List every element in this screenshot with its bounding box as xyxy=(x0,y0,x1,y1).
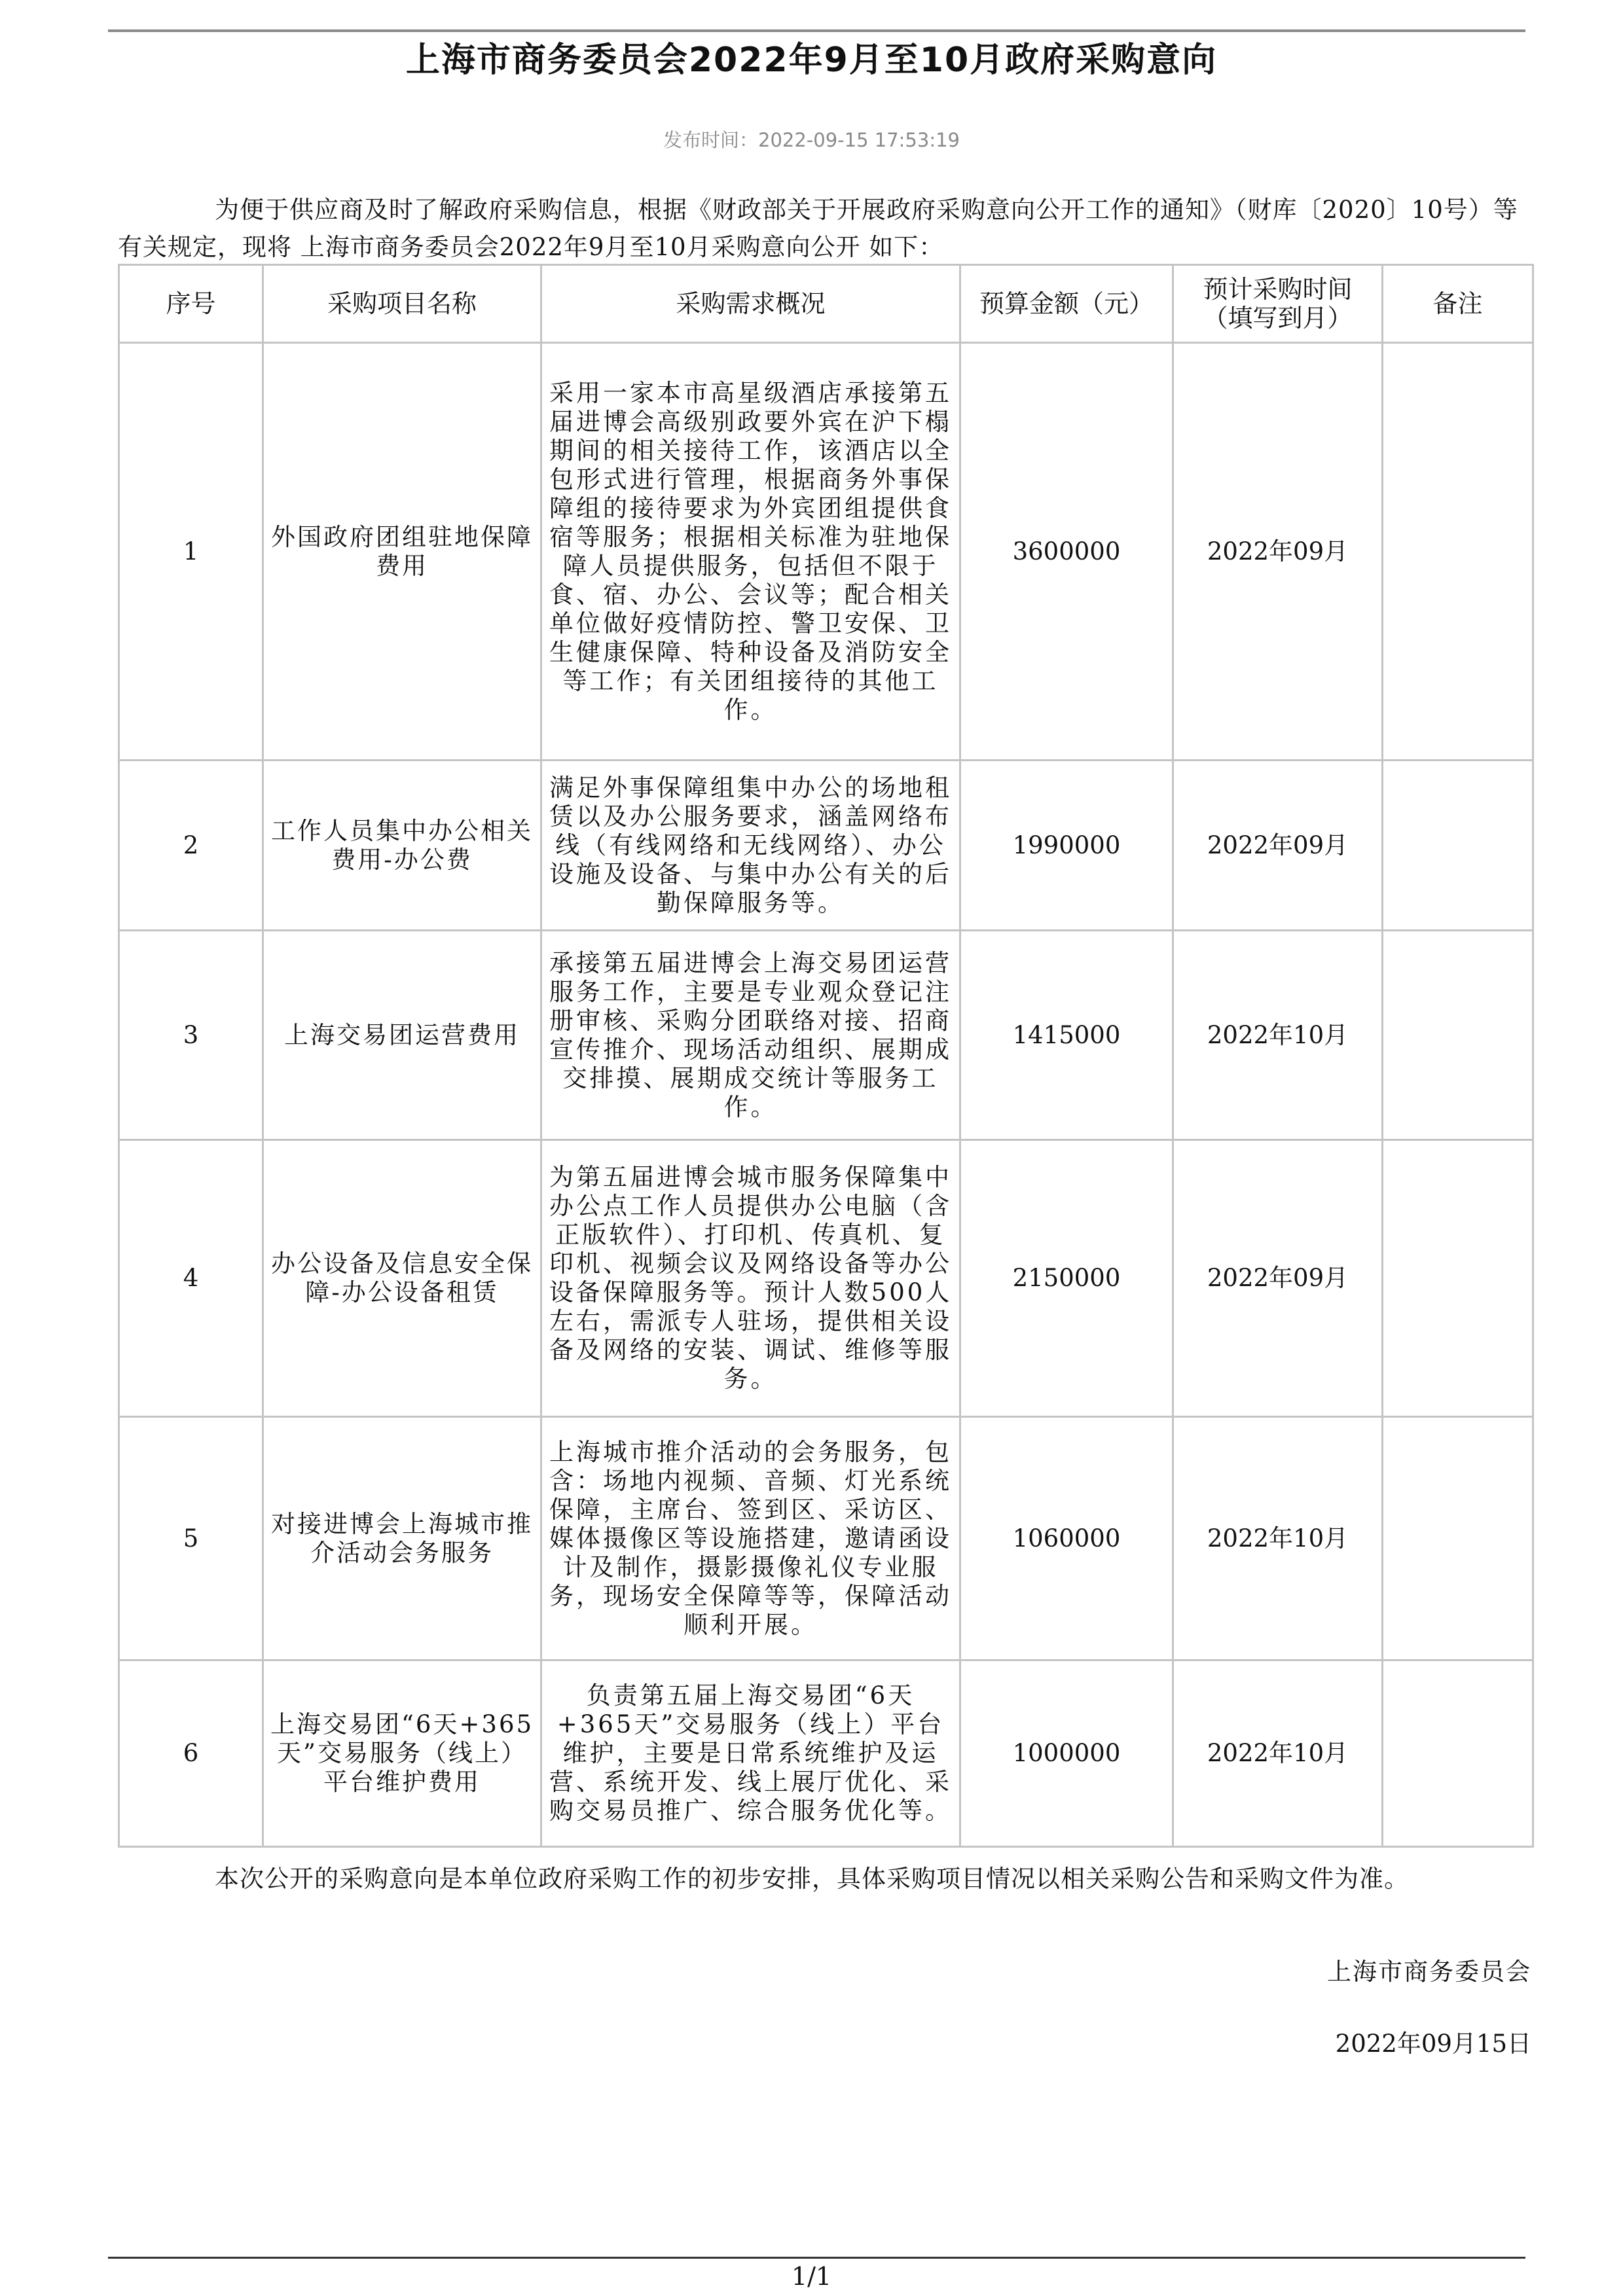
row-remark xyxy=(1383,1417,1533,1660)
page-title: 上海市商务委员会2022年9月至10月政府采购意向 xyxy=(405,41,1218,80)
row-budget: 3600000 xyxy=(960,343,1173,761)
row-remark xyxy=(1383,931,1533,1140)
row-budget: 1415000 xyxy=(960,931,1173,1140)
row-budget: 1060000 xyxy=(960,1417,1173,1660)
signature: 上海市商务委员会 xyxy=(1327,1958,1531,1986)
row-no: 6 xyxy=(119,1660,263,1847)
row-budget: 1000000 xyxy=(960,1660,1173,1847)
row-description: 上海城市推介活动的会务服务，包含：场地内视频、音频、灯光系统保障，主席台、签到区、采访区、媒体摄像区等设施搭建，邀请函设计及制作，摄影摄像礼仪专业服务，现场安全保障等等，保障活动顺利开展。 xyxy=(541,1417,960,1660)
table-header-row xyxy=(119,265,1533,343)
row-name: 上海交易团“6天+365天”交易服务（线上）平台维护费用 xyxy=(263,1660,541,1847)
row-description: 负责第五届上海交易团“6天+365天”交易服务（线上）平台维护，主要是日常系统维护及运营、系统开发、线上展厅优化、采购交易员推广、综合服务优化等。 xyxy=(541,1660,960,1847)
row-time: 2022年10月 xyxy=(1173,931,1383,1140)
row-name: 工作人员集中办公相关费用-办公费 xyxy=(263,761,541,931)
row-description: 满足外事保障组集中办公的场地租赁以及办公服务要求，涵盖网络布线（有线网络和无线网络）、办公设施及设备、与集中办公有关的后勤保障服务等。 xyxy=(541,761,960,931)
row-no: 5 xyxy=(119,1417,263,1660)
procurement-table xyxy=(118,264,1534,1848)
row-time: 2022年10月 xyxy=(1173,1417,1383,1660)
row-budget: 1990000 xyxy=(960,761,1173,931)
row-budget: 2150000 xyxy=(960,1140,1173,1417)
table-row xyxy=(119,1140,1533,1417)
col-header-name: 采购项目名称 xyxy=(263,265,541,343)
col-header-description: 采购需求概况 xyxy=(541,265,960,343)
row-no: 2 xyxy=(119,761,263,931)
header-rule xyxy=(108,29,1525,32)
row-time: 2022年10月 xyxy=(1173,1660,1383,1847)
table-row xyxy=(119,1417,1533,1660)
row-time: 2022年09月 xyxy=(1173,761,1383,931)
table-row xyxy=(119,931,1533,1140)
row-remark xyxy=(1383,1660,1533,1847)
row-description: 承接第五届进博会上海交易团运营服务工作，主要是专业观众登记注册审核、采购分团联络对接、招商宣传推介、现场活动组织、展期成交排摸、展期成交统计等服务工作。 xyxy=(541,931,960,1140)
row-remark xyxy=(1383,761,1533,931)
row-name: 外国政府团组驻地保障费用 xyxy=(263,343,541,761)
intro-paragraph: 为便于供应商及时了解政府采购信息，根据《财政部关于开展政府采购意向公开工作的通知》（财库〔2020〕10号）等有关规定，现将 上海市商务委员会2022年9月至10月采购意向公开 如下： xyxy=(118,196,1518,261)
row-no: 1 xyxy=(119,343,263,761)
row-time: 2022年09月 xyxy=(1173,1140,1383,1417)
row-time: 2022年09月 xyxy=(1173,343,1383,761)
row-name: 办公设备及信息安全保障-办公设备租赁 xyxy=(263,1140,541,1417)
row-description: 采用一家本市高星级酒店承接第五届进博会高级别政要外宾在沪下榻期间的相关接待工作，该酒店以全包形式进行管理，根据商务外事保障组的接待要求为外宾团组提供食宿等服务；根据相关标准为驻地保障人员提供服务，包括但不限于食、宿、办公、会议等；配合相关单位做好疫情防控、警卫安保、卫生健康保障、特种设备及消防安全等工作；有关团组接待的其他工作。 xyxy=(541,343,960,761)
publish-time: 发布时间：2022-09-15 17:53:19 xyxy=(663,129,960,151)
col-header-budget: 预算金额（元） xyxy=(960,265,1173,343)
row-no: 3 xyxy=(119,931,263,1140)
row-remark xyxy=(1383,1140,1533,1417)
table-row xyxy=(119,343,1533,761)
row-remark xyxy=(1383,343,1533,761)
col-header-no: 序号 xyxy=(119,265,263,343)
closing-paragraph: 本次公开的采购意向是本单位政府采购工作的初步安排，具体采购项目情况以相关采购公告和采购文件为准。 xyxy=(215,1865,1409,1893)
table-row xyxy=(119,761,1533,931)
row-no: 4 xyxy=(119,1140,263,1417)
row-name: 对接进博会上海城市推介活动会务服务 xyxy=(263,1417,541,1660)
row-name: 上海交易团运营费用 xyxy=(263,931,541,1140)
col-header-time: 预计采购时间（填写到月） xyxy=(1173,265,1383,343)
sign-date: 2022年09月15日 xyxy=(1335,2030,1531,2058)
footer-rule xyxy=(108,2257,1525,2259)
col-header-remark: 备注 xyxy=(1383,265,1533,343)
table-row xyxy=(119,1660,1533,1847)
row-description: 为第五届进博会城市服务保障集中办公点工作人员提供办公电脑（含正版软件）、打印机、传真机、复印机、视频会议及网络设备等办公设备保障服务等。预计人数500人左右，需派专人驻场，提供相关设备及网络的安装、调试、维修等服务。 xyxy=(541,1140,960,1417)
page-number: 1/1 xyxy=(791,2262,832,2291)
